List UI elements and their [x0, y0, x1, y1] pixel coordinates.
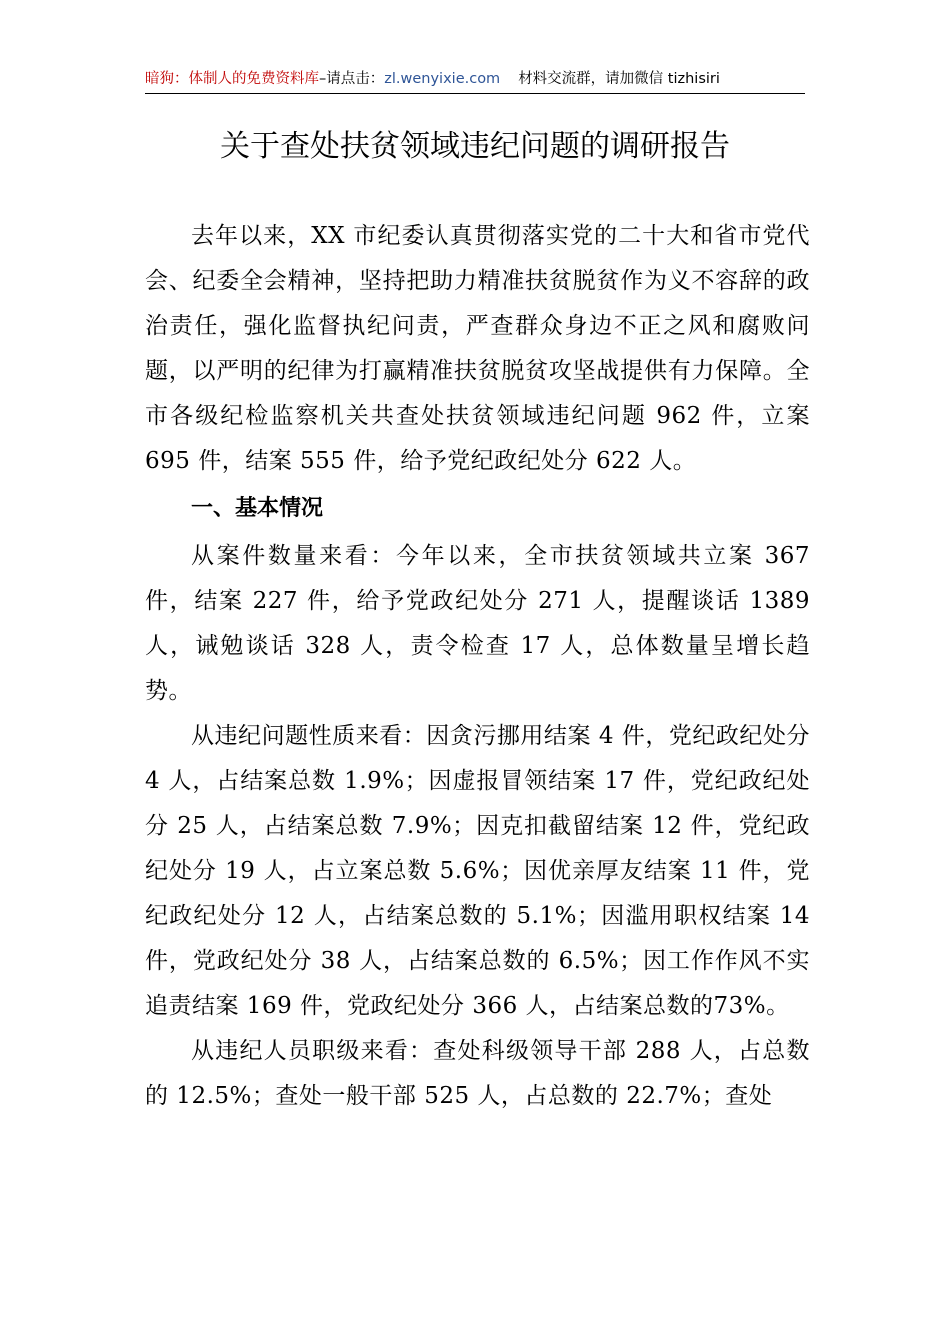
- site-name: 暗狗：体制人的免费资料库: [145, 71, 319, 87]
- site-url-link[interactable]: zl.wenyixie.com: [384, 71, 501, 87]
- section-heading-basic-situation: 一、基本情况: [191, 496, 324, 521]
- header-banner: [145, 66, 805, 92]
- header-divider: [145, 93, 805, 94]
- violation-nature-paragraph: 从违纪问题性质来看：因贪污挪用结案 4 件，党纪政纪处分 4 人，占结案总数 1.9%；因虚报冒领结案 17 件，党纪政纪处分 25 人，占结案总数 7.9%；因克扣截留结案 12 件，党纪政纪处分 19 人，占立案总数 5.6%；因优亲厚友结案 11 件，党纪政纪处分 12 人，占结案总数的 5.1%；因滥用职权结案 14 件，党政纪处分 38 人，占结案总数的 6.5%；因工作作风不实追责结案 169 件，党政纪处分 366 人，占结案总数的73%。: [145, 723, 810, 1019]
- wechat-note: 材料交流群，请加微信 tizhisiri: [518, 71, 720, 87]
- document-body: [145, 214, 810, 1119]
- click-prompt: –请点击：: [319, 71, 385, 87]
- case-count-paragraph: 从案件数量来看：今年以来，全市扶贫领域共立案 367 件，结案 227 件，给予党政纪处分 271 人，提醒谈话 1389 人，诫勉谈话 328 人，责令检查 17 人，总体数量呈增长趋势。: [145, 543, 810, 704]
- intro-paragraph: 去年以来，XX 市纪委认真贯彻落实党的二十大和省市党代会、纪委全会精神，坚持把助力精准扶贫脱贫作为义不容辞的政治责任，强化监督执纪问责，严查群众身边不正之风和腐败问题，以严明的纪律为打赢精准扶贫脱贫攻坚战提供有力保障。全市各级纪检监察机关共查处扶贫领域违纪问题 962 件，立案 695 件，结案 555 件，给予党纪政纪处分 622 人。: [145, 223, 810, 474]
- document-title: 关于查处扶贫领域违纪问题的调研报告: [220, 129, 730, 164]
- staff-level-paragraph: 从违纪人员职级来看：查处科级领导干部 288 人，占总数的 12.5%；查处一般干部 525 人，占总数的 22.7%；查处: [145, 1038, 810, 1109]
